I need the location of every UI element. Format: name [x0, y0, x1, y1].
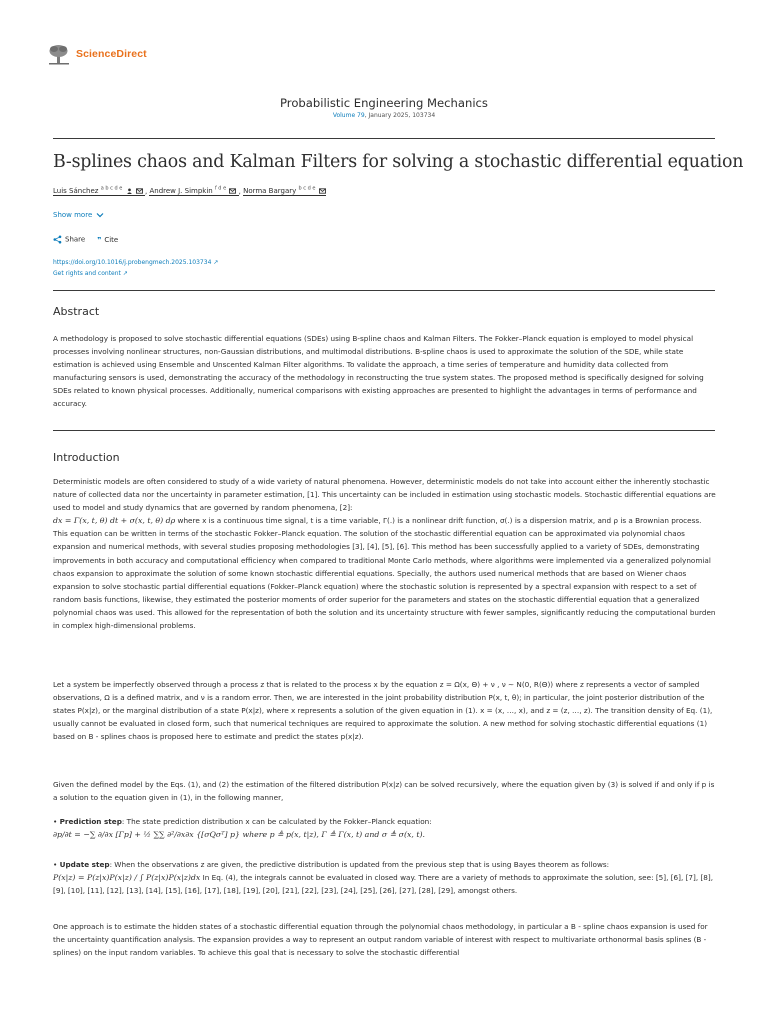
- share-button[interactable]: Share: [53, 235, 85, 244]
- intro-paragraph-4: One approach is to estimate the hidden states of a stochastic differential equation through the polynomial chaos methodology, in particular a B - spline chaos expansion is used for the uncertainty quantification analysis. The expansion provides a way to represent an output random variable of interest with respect to multivariate orthonormal basis splines (B - splines) on the input random variables. To achieve this goal that is necessary to solve the stochastic differential: [53, 922, 708, 958]
- brand-name: ScienceDirect: [76, 48, 147, 60]
- fokker-planck-equation: ∂p/∂t = −∑ ∂/∂x [Γp] + ½ ∑∑ ∂²/∂x∂x {[σQσᵀ] p} where p ≜ p(x, t|z), Γ ≜ Γ(x, t) and σ ≜ σ(x, t).: [53, 830, 425, 840]
- show-more-button[interactable]: Show more: [53, 211, 104, 219]
- abstract-text: A methodology is proposed to solve stochastic differential equations (SDEs) using B-spline chaos and Kalman Filters. The Fokker–Planck equation is employed to model physical processes involving nonlinear structures, non-Gaussian distributions, and multimodal distributions. B-spline chaos is used to approximate the solution of the SDE, while state estimation is achieved using Ensemble and Unscented Kalman Filter algorithms. To validate the approach, a time series of temperature and humidity data collected from manufacturing sensors is used, demonstrating the accuracy of the methodology in reconstructing the true system states. The proposed method is specifically designed for solving SDEs related to known physical processes. Additionally, numerical comparisons with existing approaches are presented to highlight the advantages in terms of performance and accuracy.: [53, 334, 704, 409]
- chevron-down-icon: [96, 212, 104, 218]
- intro-paragraph-2: Let a system be imperfectly observed through a process z that is related to the process x by the equation z = Ω(x, Θ) + ν , ν ∼ N(0, R(Θ)) where z represents a vector of sampled observations, Ω is a defined matrix, and ν is a random error. Then, we are interested in the joint probability distribution P(x, t, θ); in particular, the joint posterior distribution of the states P(x|z), or the marginal distribution of a state P(x|z), where x represents a solution of the given equation in (1). x = (x, …, x), and z = (z, …, z). The transition density of Eq. (1), usually cannot be evaluated in closed form, such that numerical techniques are required to approximate the solution. A new method for solving stochastic differential equations (1) based on B - splines chaos is proposed here to estimate and predict the states p(x|z).: [53, 680, 713, 742]
- share-cite-bar: [53, 235, 118, 244]
- intro-paragraph-3: Given the defined model by the Eqs. (1), and (2) the estimation of the filtered distribution P(x|z) can be solved recursively, where the equation given by (3) is solved if and only if p is a solution to the equation given in (1), in the following manner,: [53, 780, 715, 803]
- quote-icon: ❞: [97, 235, 102, 244]
- prediction-step: • Prediction step: The state prediction distribution x can be calculated by the Fokker–Planck equation: ∂p/∂t = −∑ ∂/∂x [Γp] + ½ ∑∑ ∂²/∂x∂x {[σQσᵀ] p} where p ≜ p(x, t|z), Γ ≜ Γ(x, t) and σ ≜ σ(x, t).: [53, 817, 432, 840]
- author-link[interactable]: Norma Bargary $^{b c d e}$: [243, 187, 326, 196]
- email-icon: [136, 188, 143, 194]
- share-icon: [53, 235, 62, 244]
- author-list: Luis Sánchez $^{a b c d e}$ , Andrew J. Simpkin $^{f d e}$ , Norma Bargary $^{b c d e}$: [53, 186, 326, 195]
- author-link[interactable]: Andrew J. Simpkin $^{f d e}$: [149, 187, 238, 196]
- person-icon: [126, 188, 133, 194]
- section-divider: [53, 430, 715, 431]
- volume-line: Volume 79, January 2025, 103734: [332, 112, 436, 119]
- article-title: B-splines chaos and Kalman Filters for solving a stochastic differential equation: [53, 152, 744, 172]
- bayes-equation: P(x|z) = P(z|x)P(x|z) / ∫ P(z|x)P(x|z)dx: [53, 873, 201, 883]
- external-link-icon: ↗: [122, 270, 128, 277]
- intro-paragraph-1: Deterministic models are often considered to study of a wide variety of natural phenomena. However, deterministic models do not take into account either the inherently stochastic nature of collected data nor the uncertainty in parameter estimation, [1]. This uncertainty can be included in estimation using stochastic models. Stochastic differential equations are used to model and study dynamics that are governed by random phenomena, [2]: dx = Γ(x, t, θ) dt + σ(x, t, θ) dρ where x is a continuous time signal, t is a time variable, Γ(.) is a nonlinear drift function, σ(.) is a dispersion matrix, and ρ is a Brownian process. This equation can be written in terms of the stochastic Fokker–Planck equation. The solution of the stochastic differential equation can be approximated via polynomial chaos expansion and numerical methods, with several studies proposing methodologies [3], [4], [5], [6]. This method has been successfully applied to a variety of SDEs, demonstrating improvements in both accuracy and computational efficiency when compared to traditional Monte Carlo methods, where algorithms were implemented via a generalized polynomial chaos expansion to approximate the solution of some known stochastic differential equations. Specially, the authors used numerical methods that are based on Wiener chaos expansion to solve stochastic partial differential equations (Fokker–Planck equation) where the stochastic solution is represented by a spectral expansion with respect to a set of random basis functions, likewise, they estimated the posterior moments of order superior for the parameters and states on the stochastic differential equation that a generalized polynomial chaos was used. This allowed for the representation of both the solution and its uncertainty structure with fewer samples, significantly reducing the computational burden in complex high-dimensional problems.: [53, 477, 716, 631]
- email-icon: [319, 188, 326, 194]
- section-divider: [53, 290, 715, 291]
- doi-link[interactable]: https://doi.org/10.1016/j.probengmech.2025.103734 ↗: [53, 259, 219, 266]
- volume-link[interactable]: Volume 79: [332, 112, 365, 119]
- header-divider: [53, 138, 715, 139]
- elsevier-tree-logo: [46, 43, 72, 65]
- article-links: [53, 257, 218, 279]
- sde-equation: dx = Γ(x, t, θ) dt + σ(x, t, θ) dρ: [53, 516, 176, 526]
- sciencedirect-brand[interactable]: [46, 42, 147, 66]
- cite-button[interactable]: ❞ Cite: [97, 235, 119, 244]
- abstract-heading: Abstract: [53, 305, 100, 318]
- author-link[interactable]: Luis Sánchez $^{a b c d e}$: [53, 187, 145, 196]
- email-icon: [229, 188, 236, 194]
- introduction-heading: Introduction: [53, 451, 120, 464]
- update-step: • Update step: When the observations z are given, the predictive distribution is updated from the previous step that is using Bayes theorem as follows: P(x|z) = P(z|x)P(x|z) / ∫ P(z|x)P(x|z)dx In Eq. (4), the integrals cannot be evaluated in closed way. There are a variety of methods to approximate the solution, see: [5], [6], [7], [8], [9], [10], [11], [12], [13], [14], [15], [16], [17], [18], [19], [20], [21], [22], [23], [24], [25], [26], [27], [28], [29], amongst others.: [53, 860, 714, 896]
- external-link-icon: ↗: [213, 259, 219, 266]
- rights-link[interactable]: Get rights and content ↗: [53, 270, 128, 277]
- journal-title[interactable]: Probabilistic Engineering Mechanics: [280, 96, 488, 110]
